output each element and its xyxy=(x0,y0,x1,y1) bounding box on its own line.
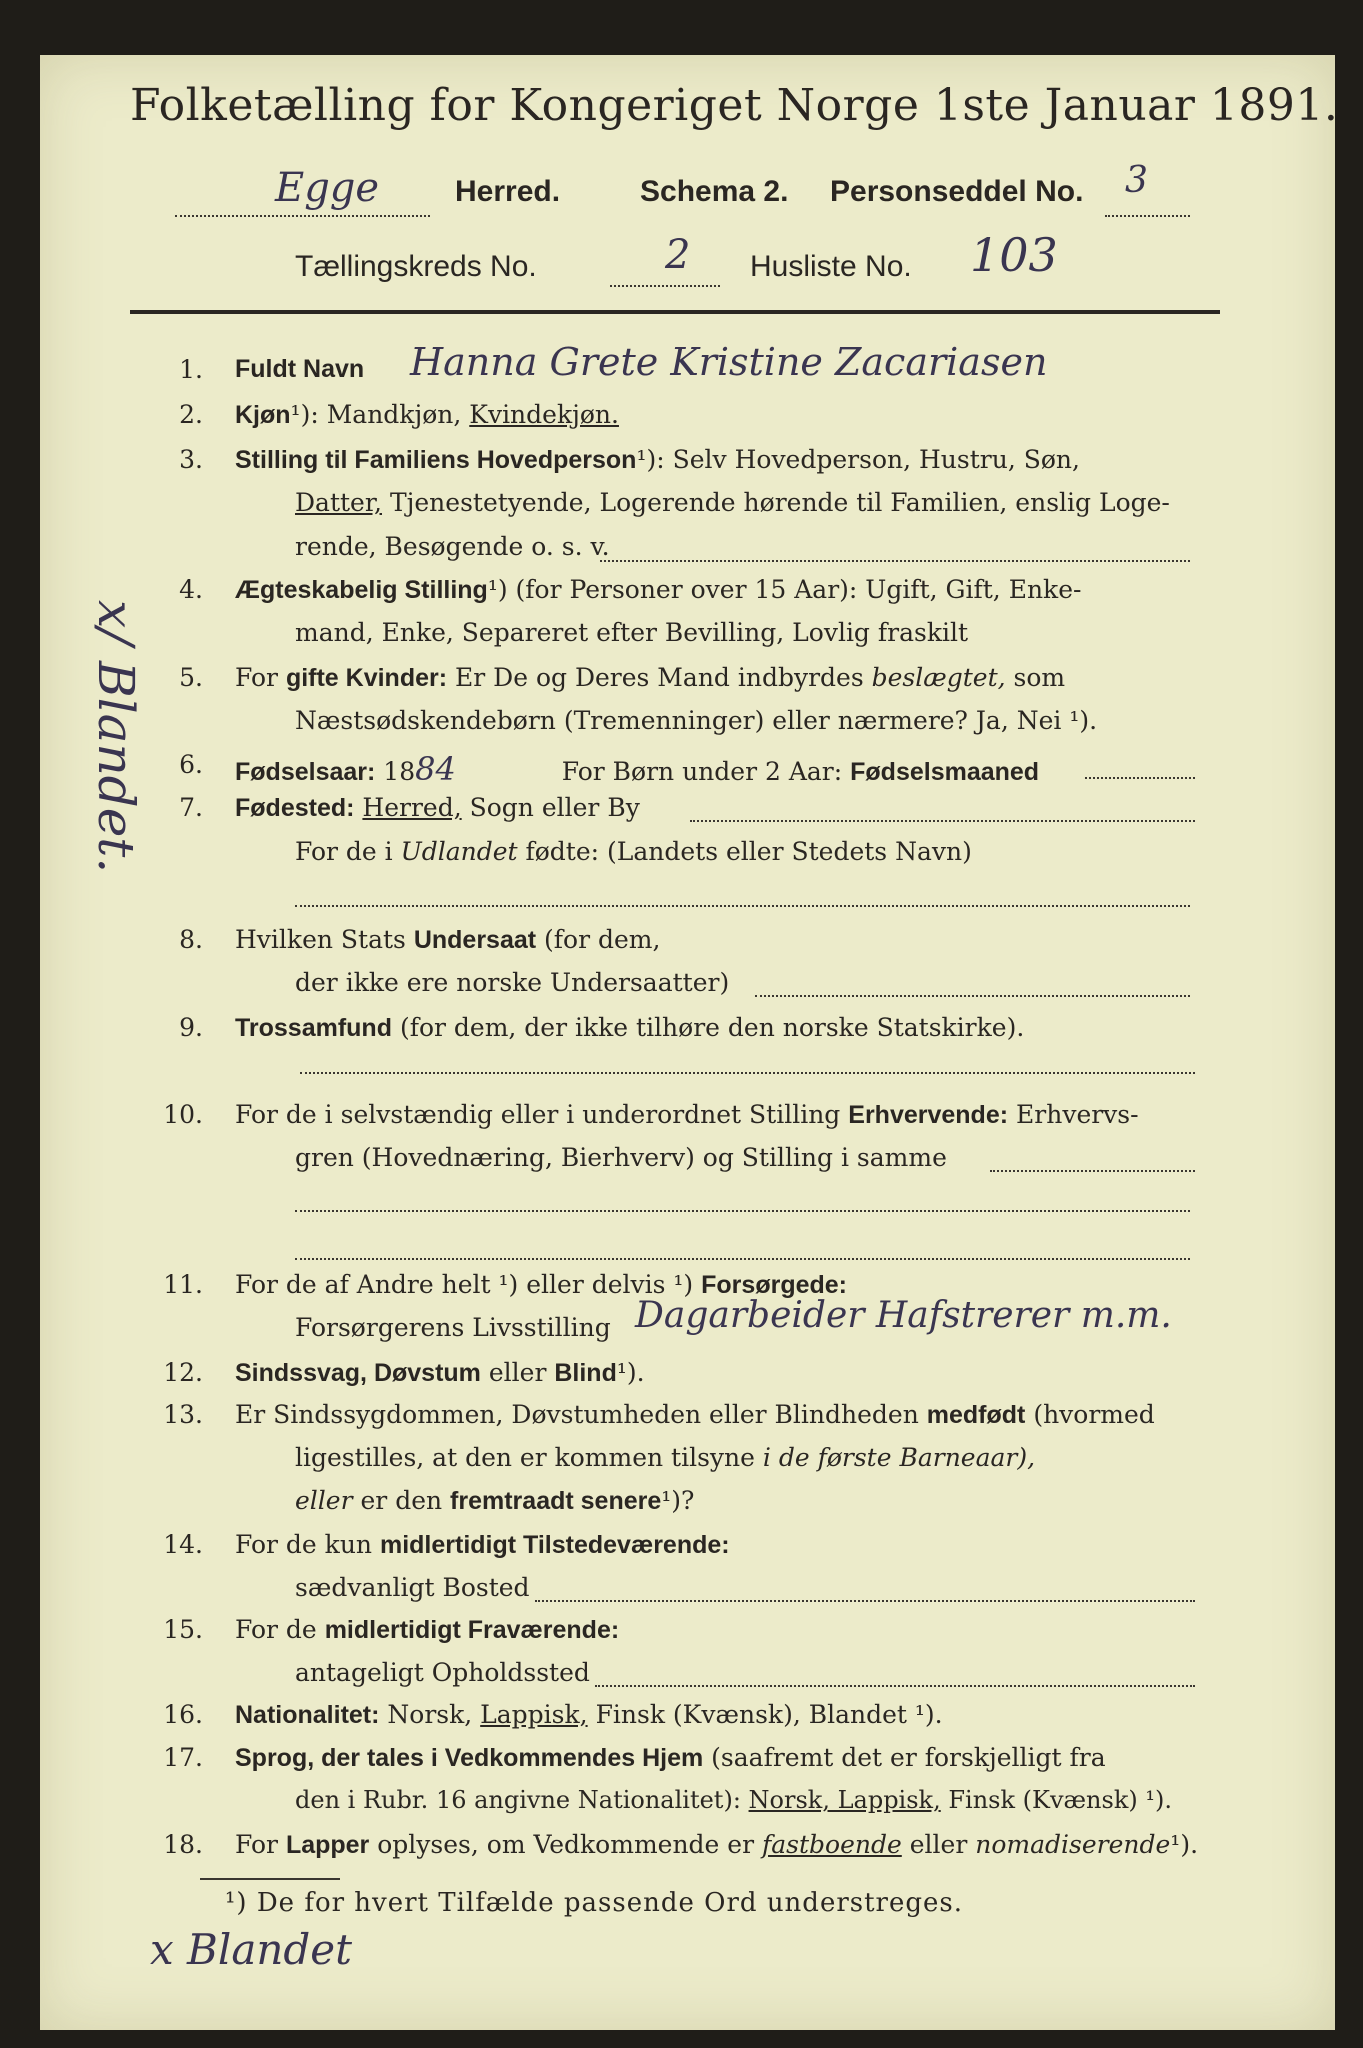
item-fodested-row xyxy=(235,793,640,823)
item-number: 5. xyxy=(179,663,203,692)
schema-label: Schema 2. xyxy=(640,175,789,208)
item-number: 18. xyxy=(163,1830,203,1859)
item-erhverv-row xyxy=(235,1100,1139,1130)
item-number: 6. xyxy=(179,750,203,779)
husliste-label: Husliste No. xyxy=(750,250,912,283)
tellingskreds-value: 2 xyxy=(665,232,691,278)
item-number: 14. xyxy=(163,1530,203,1559)
item-text: rende, Besøgende o. s. v. xyxy=(295,532,610,561)
footnote-rule xyxy=(200,1878,340,1880)
bottom-note: x Blandet xyxy=(150,1925,353,1974)
item-label: Ægteskabelig Stilling xyxy=(235,576,488,604)
item-text: der ikke ere norske Undersaatter) xyxy=(295,968,730,997)
underlined-choice: Lappisk, xyxy=(480,1700,588,1729)
item-number: 17. xyxy=(163,1743,203,1772)
item-number: 9. xyxy=(179,1013,203,1042)
item-label: midlertidigt Tilstedeværende: xyxy=(379,1531,730,1559)
dotted-line xyxy=(1085,777,1195,779)
item-label: Nationalitet: xyxy=(235,1701,380,1729)
item-text: (hvormed xyxy=(1033,1400,1155,1429)
item-text: Finsk (Kvænsk), Blandet ¹). xyxy=(595,1700,943,1729)
item-text: den i Rubr. 16 angivne Nationalitet): xyxy=(295,1786,741,1814)
item-text: For xyxy=(235,1830,278,1859)
item-number: 13. xyxy=(163,1400,203,1429)
dotted-line xyxy=(600,560,1190,562)
item-text: Sogn eller By xyxy=(469,793,640,822)
item-stilling-row xyxy=(235,445,1080,475)
item-text: (for dem, xyxy=(544,925,661,954)
item-number: 2. xyxy=(179,400,203,429)
item-text: fødte: (Landets eller Stedets Navn) xyxy=(525,837,972,866)
item-label: Fødselsaar: xyxy=(235,758,376,786)
item-number: 8. xyxy=(179,925,203,954)
item-label: gifte Kvinder: xyxy=(285,664,448,692)
item-medfodt-row xyxy=(235,1400,1155,1430)
header-rule xyxy=(130,310,1220,314)
item-number: 11. xyxy=(163,1270,203,1299)
item-undersaat-row xyxy=(235,925,660,955)
year-value: 84 xyxy=(415,750,456,788)
item-label: Kjøn xyxy=(235,401,291,429)
item-italic: nomadiserende xyxy=(975,1830,1171,1859)
item-label: Sprog, der tales i Vedkommendes Hjem xyxy=(235,1744,704,1772)
item-text: Erhvervs- xyxy=(1016,1100,1139,1129)
item-text: Tjenestetyende, Logerende hørende til Familien, enslig Loge- xyxy=(389,488,1170,517)
margin-note: x/ Blandet. xyxy=(87,600,145,874)
item-text: ¹): Selv Hovedperson, Hustru, Søn, xyxy=(636,445,1080,474)
item-sindssvag-row xyxy=(235,1358,645,1388)
item-udland-row xyxy=(295,837,972,866)
tellingskreds-dotted-line xyxy=(610,285,720,287)
dotted-line xyxy=(755,995,1190,997)
herred-value: Egge xyxy=(275,165,380,211)
item-text: For de xyxy=(235,1615,317,1644)
item-gifte-row xyxy=(235,663,1065,693)
item-label: Stilling til Familiens Hovedperson xyxy=(235,446,637,474)
personseddel-value: 3 xyxy=(1125,160,1148,201)
item-label: Undersaat xyxy=(413,926,537,954)
item-italic: beslægtet, xyxy=(871,663,1006,692)
item-number: 1. xyxy=(179,355,203,384)
item-stilling-row2 xyxy=(295,488,1170,517)
item-text: ¹). xyxy=(1170,1830,1199,1859)
underlined-choice: fastboende xyxy=(762,1830,902,1859)
item-text: eller xyxy=(488,1358,547,1387)
dotted-line xyxy=(295,1258,1190,1260)
item-fodselsaar-row xyxy=(235,750,1039,788)
year-prefix: 18 xyxy=(383,757,416,786)
item-number: 15. xyxy=(163,1615,203,1644)
item-text: (saafremt det er forskjelligt fra xyxy=(711,1743,1106,1772)
item-label-fuldt-navn: Fuldt Navn xyxy=(235,355,365,383)
item-text: Næstsødskendebørn (Tremenninger) eller nærmere? Ja, Nei ¹). xyxy=(295,706,1098,735)
item-text: (for dem, der ikke tilhøre den norske Statskirke). xyxy=(399,1013,1025,1042)
item-label: Sindssvag, Døvstum xyxy=(235,1359,481,1387)
item-number: 12. xyxy=(163,1358,203,1387)
husliste-value: 103 xyxy=(970,228,1058,282)
item-kjon-row xyxy=(235,400,619,430)
item-text: For de af Andre helt ¹) eller delvis ¹) xyxy=(235,1270,694,1299)
item-text: Norsk, xyxy=(387,1700,473,1729)
item-lapper-row xyxy=(235,1830,1198,1860)
item-text: ligestilles, at den er kommen tilsyne xyxy=(295,1443,755,1472)
item-number: 3. xyxy=(179,445,203,474)
underlined-choice: Datter, xyxy=(295,488,382,517)
item-text: oplyses, om Vedkommende er xyxy=(377,1830,755,1859)
item-text: gren (Hovednæring, Bierhverv) og Stilling i samme xyxy=(295,1143,947,1172)
item-tilstede-row xyxy=(235,1530,730,1560)
item-text: ¹) (for Personer over 15 Aar): Ugift, Gift, Enke- xyxy=(487,575,1082,604)
item-text: For de i selvstændig eller i underordnet Stilling xyxy=(235,1100,841,1129)
item-text: som xyxy=(1013,663,1066,692)
item-aegteskab-row xyxy=(235,575,1081,605)
item-text: eller xyxy=(909,1830,968,1859)
item-text: For xyxy=(235,663,278,692)
item-text: ¹): Mandkjøn, xyxy=(290,400,462,429)
personseddel-dotted-line xyxy=(1105,215,1190,217)
item-trossamfund-row xyxy=(235,1013,1024,1043)
item-text: Forsørgerens Livsstilling xyxy=(295,1313,611,1342)
item-label: Fødselsmaaned xyxy=(850,758,1040,786)
dotted-line xyxy=(690,820,1195,822)
underlined-choice: Herred, xyxy=(362,793,462,822)
item-label: Fødested: xyxy=(235,794,355,822)
item-label: medfødt xyxy=(926,1401,1026,1429)
footnote: ¹) De for hvert Tilfælde passende Ord understreges. xyxy=(225,1888,964,1918)
personseddel-label: Personseddel No. xyxy=(830,175,1084,208)
item-sprog-row2 xyxy=(295,1786,1172,1814)
livsstilling-value: Dagarbeider Hafstrerer m.m. xyxy=(635,1295,1172,1336)
item-number: 4. xyxy=(179,575,203,604)
dotted-line xyxy=(295,1210,1190,1212)
item-text: sædvanligt Bosted xyxy=(295,1573,530,1602)
underlined-choice: Kvindekjøn. xyxy=(469,400,619,429)
item-label: fremtraadt senere xyxy=(450,1487,662,1515)
dotted-line xyxy=(295,905,1190,907)
item-label: Forsørgede: xyxy=(701,1271,847,1299)
item-text: antageligt Opholdssted xyxy=(295,1658,590,1687)
item-text: For Børn under 2 Aar: xyxy=(561,757,843,786)
item-number: 10. xyxy=(163,1100,203,1129)
dotted-line xyxy=(535,1600,1195,1602)
item-italic: eller xyxy=(295,1486,353,1515)
item-fravaerende-row xyxy=(235,1615,619,1645)
item-text: For de i xyxy=(295,837,393,866)
form-title: Folketælling for Kongeriget Norge 1ste Januar 1891. xyxy=(130,80,1339,131)
item-text: er den xyxy=(360,1486,443,1515)
item-text: Er Sindssygdommen, Døvstumheden eller Blindheden xyxy=(235,1400,919,1429)
item-number: 7. xyxy=(179,793,203,822)
tellingskreds-label: Tællingskreds No. xyxy=(295,250,537,283)
herred-label: Herred. xyxy=(455,175,561,208)
dotted-line xyxy=(300,1072,1195,1074)
item-sprog-row xyxy=(235,1743,1106,1773)
item-text: For de kun xyxy=(235,1530,373,1559)
item-medfodt-row3 xyxy=(295,1486,694,1516)
item-text: Finsk (Kvænsk) ¹). xyxy=(948,1786,1172,1814)
underlined-choice: Norsk, Lappisk, xyxy=(748,1786,941,1814)
item-text: Er De og Deres Mand indbyrdes xyxy=(455,663,864,692)
item-medfodt-row2 xyxy=(295,1443,1035,1472)
item-nationalitet-row xyxy=(235,1700,943,1730)
item-number: 16. xyxy=(163,1700,203,1729)
item-label: Erhvervende: xyxy=(848,1101,1009,1129)
item-italic: Udlandet xyxy=(400,837,518,866)
item-label: Trossamfund xyxy=(235,1014,392,1042)
name-value: Hanna Grete Kristine Zacariasen xyxy=(410,340,1048,384)
herred-dotted-line xyxy=(175,215,430,217)
item-label: Lapper xyxy=(285,1831,370,1859)
dotted-line xyxy=(595,1685,1195,1687)
dotted-line xyxy=(990,1170,1195,1172)
item-text: ¹)? xyxy=(661,1486,695,1515)
item-text: mand, Enke, Separeret efter Bevilling, Lovlig fraskilt xyxy=(295,618,969,647)
item-text: ¹). xyxy=(616,1358,645,1387)
item-italic: i de første Barneaar), xyxy=(762,1443,1036,1472)
item-text: Hvilken Stats xyxy=(235,925,406,954)
item-label: midlertidigt Fraværende: xyxy=(324,1616,620,1644)
item-label: Blind xyxy=(554,1359,617,1387)
